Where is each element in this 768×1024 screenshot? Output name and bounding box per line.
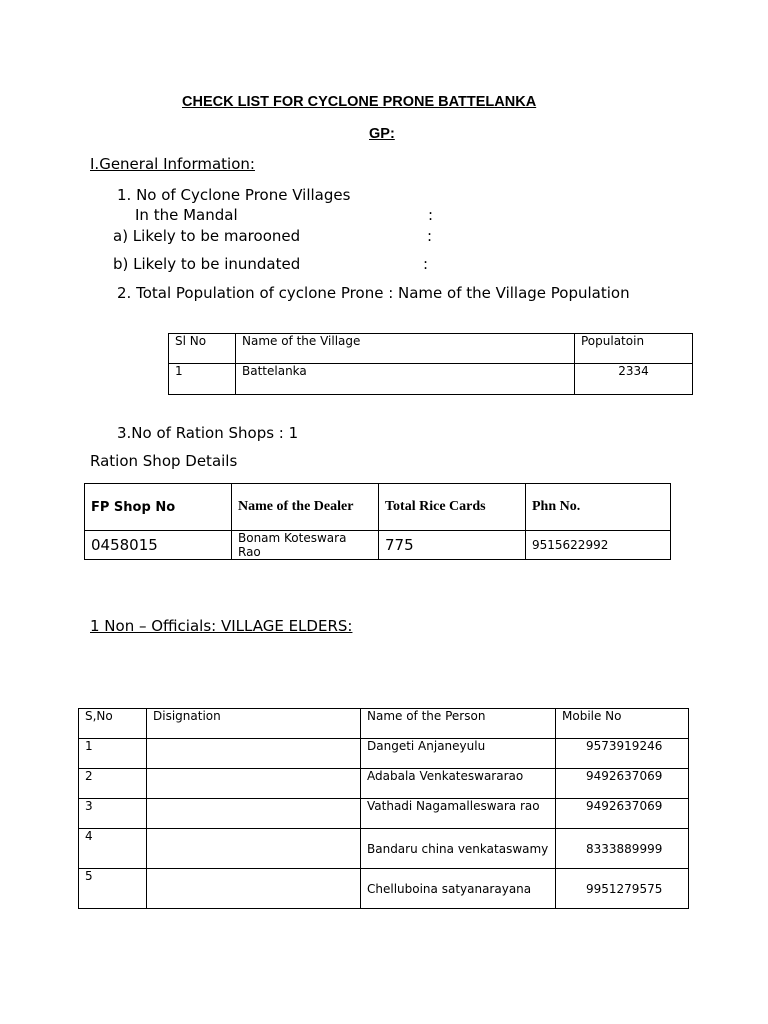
table-header: S,No	[79, 709, 147, 739]
item1-line2: In the Mandal	[135, 206, 238, 224]
table-row	[79, 769, 689, 799]
item-a-colon: :	[427, 227, 433, 245]
item1-colon: :	[428, 206, 434, 224]
table-header: Mobile No	[556, 709, 689, 739]
table-cell: 2334	[575, 364, 693, 395]
item2-total-population: 2. Total Population of cyclone Prone : Name of the Village Population	[117, 284, 630, 302]
table-cell: Chelluboina satyanarayana	[361, 869, 556, 909]
table-header: Name of the Village	[236, 334, 575, 364]
table-cell: 9492637069	[556, 799, 689, 829]
table-header: Sl No	[169, 334, 236, 364]
table-cell: 1	[79, 739, 147, 769]
table-cell	[147, 829, 361, 869]
population-table	[168, 333, 693, 395]
table-cell: Bandaru china venkataswamy	[361, 829, 556, 869]
table-cell: 9492637069	[556, 769, 689, 799]
table-cell: 5	[79, 869, 147, 909]
ration-details-label: Ration Shop Details	[90, 452, 238, 470]
item-a-marooned: a) Likely to be marooned	[113, 227, 301, 245]
table-header: Name of the Person	[361, 709, 556, 739]
table-cell	[147, 869, 361, 909]
table-row	[79, 829, 689, 869]
table-cell: Vathadi Nagamalleswara rao	[361, 799, 556, 829]
table-cell	[147, 739, 361, 769]
table-cell	[147, 769, 361, 799]
table-cell: 9951279575	[556, 869, 689, 909]
table-cell: 3	[79, 799, 147, 829]
table-cell: 8333889999	[556, 829, 689, 869]
table-cell: Bonam Koteswara Rao	[232, 531, 379, 560]
table-header: Name of the Dealer	[232, 484, 379, 531]
table-header: Phn No.	[526, 484, 671, 531]
table-header: Populatoin	[575, 334, 693, 364]
table-row	[79, 739, 689, 769]
ration-shop-count: 3.No of Ration Shops : 1	[117, 424, 299, 442]
table-cell: Battelanka	[236, 364, 575, 395]
table-cell: 4	[79, 829, 147, 869]
table-cell: 775	[379, 531, 526, 560]
table-cell: 1	[169, 364, 236, 395]
table-row	[79, 869, 689, 909]
elders-table	[78, 708, 689, 909]
table-cell: Dangeti Anjaneyulu	[361, 739, 556, 769]
item-b-inundated: b) Likely to be inundated	[113, 255, 301, 273]
section-heading-general: I.General Information:	[90, 155, 255, 173]
table-cell: 9515622992	[526, 531, 671, 560]
table-cell: 9573919246	[556, 739, 689, 769]
table-header: Disignation	[147, 709, 361, 739]
table-row	[79, 799, 689, 829]
table-cell: 2	[79, 769, 147, 799]
gp-label: GP:	[369, 126, 395, 142]
ration-shop-table	[84, 483, 671, 560]
item1-line1: 1. No of Cyclone Prone Villages	[117, 186, 351, 204]
section-heading-elders: 1 Non – Officials: VILLAGE ELDERS:	[90, 617, 353, 635]
document-title: CHECK LIST FOR CYCLONE PRONE BATTELANKA	[182, 94, 537, 110]
table-header: Total Rice Cards	[379, 484, 526, 531]
table-header: FP Shop No	[85, 484, 232, 531]
table-cell	[147, 799, 361, 829]
table-cell: 0458015	[85, 531, 232, 560]
table-cell: Adabala Venkateswararao	[361, 769, 556, 799]
item-b-colon: :	[423, 255, 429, 273]
